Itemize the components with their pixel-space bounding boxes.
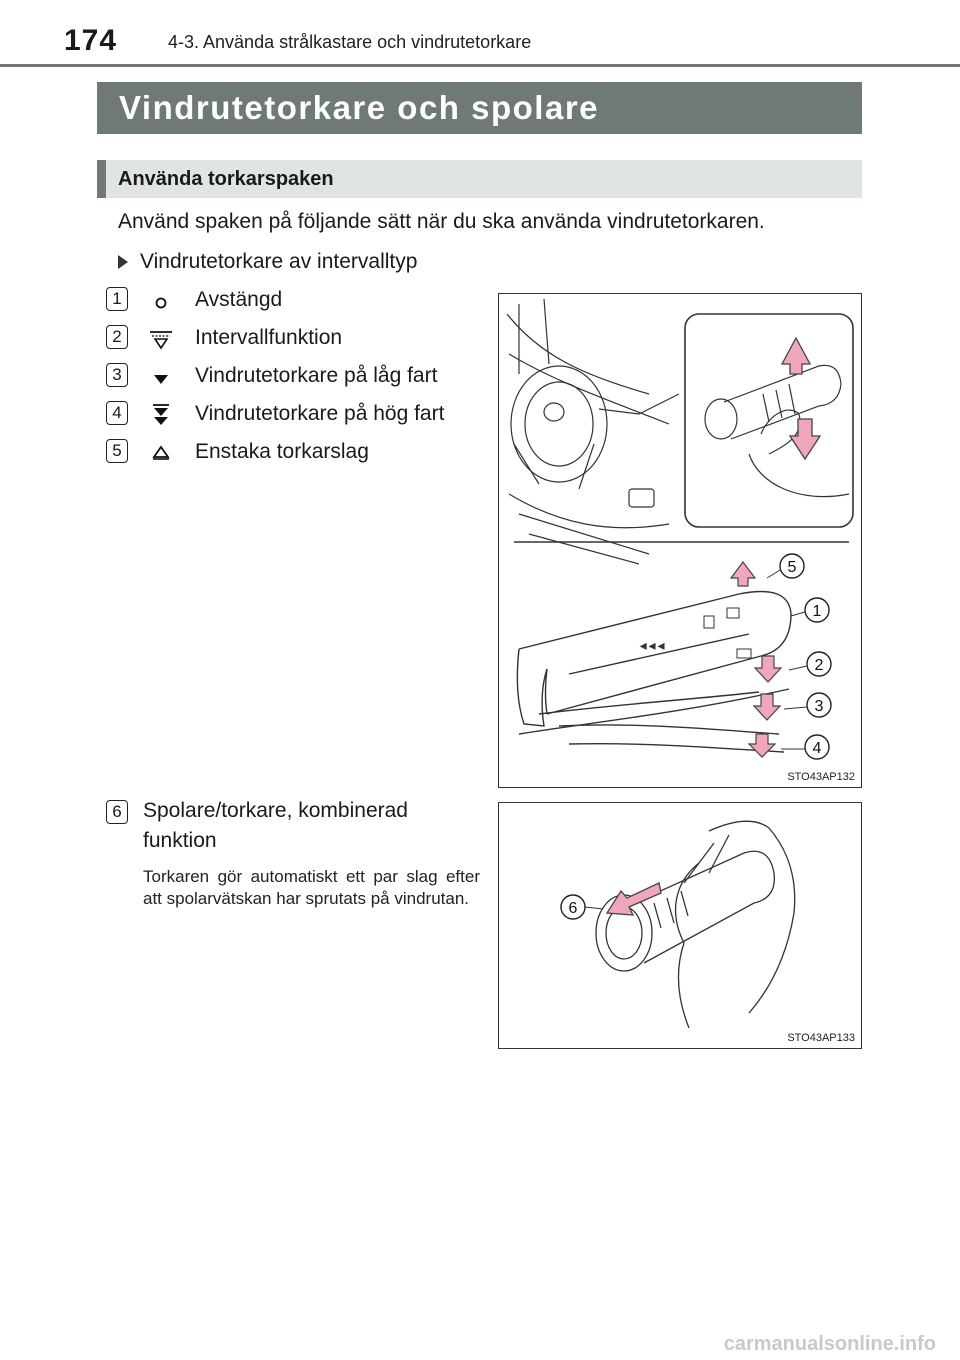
item-number-badge: 6 [106,800,128,824]
item-number-badge: 1 [106,287,128,311]
item-label: Intervallfunktion [195,326,343,349]
subsection-title: Använda torkarspaken [97,160,862,198]
wiper-lever-figure [498,293,862,788]
callout-6: 6 [568,900,578,917]
off-icon [148,289,174,315]
chapter-header: 4-3. Använda strålkastare och vindrutetorkare [168,32,532,52]
callout-3: 3 [814,698,824,715]
footer-watermark: carmanualsonline.info [723,1333,936,1355]
item-number-badge: 5 [106,439,128,463]
callout-2: 2 [814,657,824,674]
low-speed-triangle-icon [148,365,174,391]
header-rule [0,64,960,67]
bullet-item [118,250,417,274]
intermittent-wiper-icon [148,327,174,353]
bullet-arrow-icon [118,255,128,269]
washer-lever-figure [498,802,862,1049]
washer-lever-illustration [499,803,860,1028]
callout-5: 5 [787,559,797,576]
wiper-lever-illustration [499,294,860,764]
item-number-badge: 3 [106,363,128,387]
svg-text:◄◄◄: ◄◄◄ [639,641,666,651]
item-label: Vindrutetorkare på hög fart [195,402,445,425]
combo-label: Spolare/torkare, kombinerad funktion [143,799,408,852]
item-number-badge: 2 [106,325,128,349]
intro-text: Använd spaken på följande sätt när du ska använda vindrutetorkaren. [118,210,765,233]
section-title: Vindrutetorkare och spolare [97,82,862,134]
combo-note: Torkaren gör automatiskt ett par slag efter att spolarvätskan har sprutats på vindrutan. [143,867,480,908]
callout-1: 1 [812,603,822,620]
item-number-badge: 4 [106,401,128,425]
mist-triangle-icon [148,440,174,466]
high-speed-triangles-icon [148,402,174,428]
bullet-label: Vindrutetorkare av intervalltyp [140,250,418,273]
figure-caption: STO43AP132 [787,771,855,783]
page-number: 174 [64,24,118,57]
item-label: Avstängd [195,288,283,311]
figure-caption: STO43AP133 [787,1032,855,1044]
callout-4: 4 [812,740,822,757]
item-label: Enstaka torkarslag [195,440,369,463]
item-label: Vindrutetorkare på låg fart [195,364,438,387]
